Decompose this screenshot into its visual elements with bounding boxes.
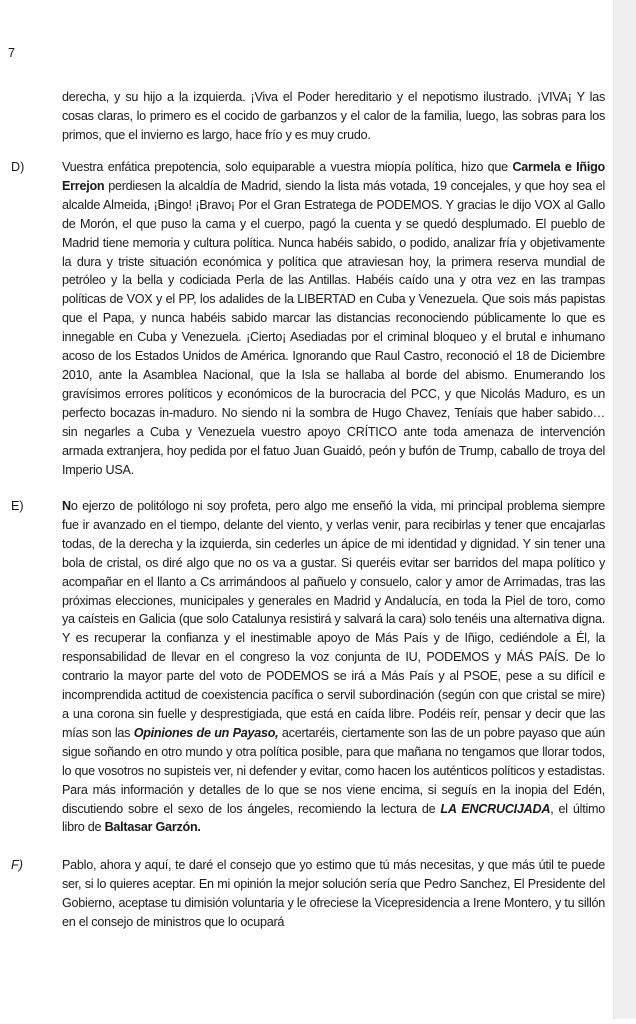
drop-letter: N: [62, 499, 71, 513]
page-number: 7: [8, 46, 15, 60]
bold-italic-title: Opiniones de un Payaso,: [133, 725, 279, 740]
section-d-label: D): [11, 160, 25, 174]
continuation-paragraph: derecha, y su hijo a la izquierda. ¡Viva el Poder hereditario y el nepotismo ilustrado. ¡VIVA¡ Y las cosas claras, lo primero es el cocido de garbanzos y el calor de la familia, luego, las sobras para los primos, que el invierno es largo, hace frío y es muy crudo.: [62, 90, 605, 142]
bold-names: Carmela e Iñigo Errejon: [62, 160, 605, 193]
text-run: perdiesen la alcaldía de Madrid, siendo la lista más votada, 19 concejales, y que hoy sea el alcalde Almeida, ¡Bingo! ¡Bravo¡ Por el Gran Estratega de PODEMOS. Y gracias le dijo VOX al Gallo de Morón, el que puso la cama y el cuerpo, pagó la cuenta y se quedó desplumado. El pueblo de Madrid tiene memoria y cultura política. Nunca habéis sabido, o podido, analizar fría y objetivamente la dura y triste situación económica y política que atraviesan hoy, la primera reserva mundial de petróleo y la bella y codiciada Perla de las Antillas. Habéis caído una y otra vez en las trampas políticas de VOX y el PP, los adalides de la LIBERTAD en Cuba y Venezuela. Que sois más papistas que el Papa, y nunca habéis sabido marcar las distancias reconociendo públicamente lo que es innegable en Cuba y Venezuela. ¡Cierto¡ Asediadas por el criminal bloqueo y el brutal e inhumano acoso de los Estados Unidos de América. Ignorando que Raul Castro, reconoció el 18 de Diciembre 2010, ante la Asamblea Nacional, que la Isla se hallaba al borde del abismo. Enumerando los gravísimos errores políticos y económicos de la burocracia del PCC, y que Nicolás Maduro, es un perfecto bocazas in-maduro. No siendo ni la sombra de Hugo Chavez, Teníais que haber sabido… sin negarles a Cuba y Venezuela vuestro apoyo CRÍTICO ante toda amenaza de intervención armada extranjera, hoy pedida por el fatuo Juan Guaidó, peón y bufón de Trump, caballo de troya del Imperio USA.: [62, 178, 605, 477]
text-run: Pablo, ahora y aquí, te daré el consejo que yo estimo que tú más necesitas, y que más útil te puede ser, si lo quieres aceptar. En mi opinión la mejor solución sería que Pedro Sanchez, El Presidente del Gobierno, aceptase tu dimisión voluntaria y le ofreciese la Vicepresidencia a Irene Montero, y tu sillón en el consejo de ministros que lo ocupará: [62, 858, 605, 929]
author-name: Baltasar Garzón.: [104, 820, 201, 835]
text-run: , el último libro de: [62, 801, 605, 835]
section-f-label: F): [11, 858, 23, 872]
text-run: Vuestra enfática prepotencia, solo equiparable a vuestra miopía política, hizo que: [62, 160, 513, 174]
text-run: acertaréis, ciertamente son las de un pobre payaso que aún sigue soñando en otro mundo y otra política posible, para que mañana no tengamos que llorar todos, lo que vosotros no supisteis ver, ni defender y evitar, como hacen los auténticos políticos y estadistas. Para más información y detalles de lo que se nos viene encima, si seguís en la inopia del Edén, discutiendo sobre el sexo de los ángeles, recomiendo la lectura de: [62, 725, 605, 816]
text-run: o ejerzo de politólogo ni soy profeta, pero algo me enseñó la vida, mi principal problema siempre fue ir avanzado en el tiempo, delante del viento, y verlas venir, para recibirlas y tener que encajarlas todas, de la derecha y la izquierda, sin cederles un ápice de mi identidad y dignidad. Y sin tener una bola de cristal, os diré algo que no os va a gustar. Si queréis evitar ser barridos del mapa político y acompañar en el llanto a Cs arrimándoos al pañuelo y consuelo, calor y amor de Arrimadas, tras las próximas elecciones, municipales y generales en Madrid y Andalucía, en toda la Piel de toro, como ya caísteis en Galicia (que solo Catalunya resistirá y salvará la cara) solo tenéis una alternativa digna. Y es recuperar la confianza y el inestimable apoyo de Más País y de Iñigo, cediéndole a Él, la responsabilidad de llevar en el congreso la voz conjunta de IU, PODEMOS y MÁS PAÍS. De lo contrario la mayor parte del voto de PODEMOS se irá a Más País y al PSOE, pese a su difícil e incomprendida actitud de coexistencia pacífica o servil subordinación (según con que cristal se mire) a una corona sin fuelle y desprestigiada, que está en caída libre. Podéis reír, pensar y decir que las mías son las: [62, 499, 605, 740]
book-title: LA ENCRUCIJADA: [440, 801, 551, 816]
section-e-paragraph: [62, 497, 605, 837]
section-e-label: E): [11, 499, 24, 513]
section-f-paragraph: [62, 856, 605, 932]
comment-margin-pane: [613, 0, 636, 1019]
section-d-paragraph: [62, 158, 605, 479]
